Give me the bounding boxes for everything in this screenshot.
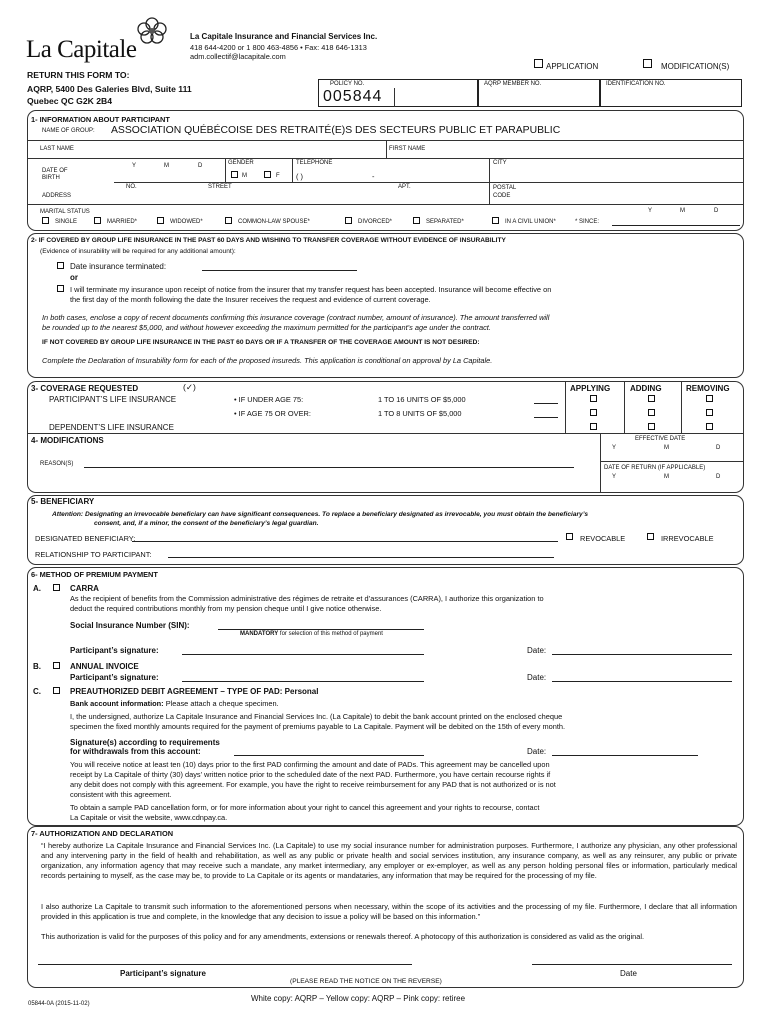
section-7-title: 7- AUTHORIZATION AND DECLARATION (31, 829, 174, 838)
authorization-paragraph-2: I also authorize La Capitale to transmit such information to the aforementioned persons when necessary, within the scope of its activities and the processing of my file. Furthermore, I declare that all information provided in this application is true and complete, in the knowledge that any decision to issue a policy will be based on this information.” (41, 902, 737, 921)
company-name: La Capitale Insurance and Financial Services Inc. (190, 32, 378, 41)
removing-dependent-checkbox[interactable] (706, 423, 713, 430)
will-terminate-text-2: the first day of the month following the date the Insurer receives the request and evidence of current coverage. (70, 295, 431, 304)
adding-under75-checkbox[interactable] (648, 395, 655, 402)
member-number-label: AQRP MEMBER NO. (484, 81, 542, 87)
policy-number-label: POLICY NO. (330, 81, 365, 87)
marital-status-label: MARITAL STATUS (40, 209, 90, 215)
widowed-label: WIDOWED* (170, 219, 203, 225)
gender-label: GENDER (228, 160, 254, 166)
participant-signature-label: Participant’s signature (120, 969, 206, 978)
pad-notice-3: any debit does not comply with this agreement. For example, you have the right to receive reimbursement for any PAD that is not authorized or is not (70, 780, 556, 789)
single-checkbox[interactable] (42, 217, 49, 224)
applying-under75-checkbox[interactable] (590, 395, 597, 402)
attention-text-1: Attention: Designating an irrevocable beneficiary can have significant consequences. To replace a beneficiary designated as irrevocable, you must obtain the beneficiary’s (52, 511, 589, 518)
address-apt-label: APT. (398, 184, 411, 190)
pad-signature-field[interactable] (234, 755, 424, 756)
telephone-label: TELEPHONE (296, 160, 333, 166)
annual-invoice-title: ANNUAL INVOICE (70, 662, 139, 671)
bank-info-bold: Bank account information: (70, 699, 164, 708)
under-75-label: • IF UNDER AGE 75: (234, 395, 304, 404)
effective-d: D (716, 445, 721, 451)
adding-over75-checkbox[interactable] (648, 409, 655, 416)
pad-signatures-label-2: for withdrawals from this account: (70, 747, 201, 756)
dob-label-1: DATE OF (42, 168, 68, 174)
common-law-checkbox[interactable] (225, 217, 232, 224)
pad-sample-2: La Capitale or visit the website, www.cdnpay.ca. (70, 813, 228, 822)
carra-date-field[interactable] (552, 654, 732, 655)
postal-label-2: CODE (493, 193, 511, 199)
relationship-label: RELATIONSHIP TO PARTICIPANT: (35, 550, 152, 559)
reasons-field[interactable] (84, 467, 574, 468)
civil-union-label: IN A CIVIL UNION* (505, 219, 556, 225)
company-email: adm.collectif@lacapitale.com (190, 52, 286, 61)
will-terminate-text-1: I will terminate my insurance upon receipt of notice from the insurer that my transfer request has been accepted. Insurance will become effective on (70, 285, 552, 294)
complete-declaration-text: Complete the Declaration of Insurability form for each of the proposed insureds. This application is conditional on approval by La Capitale. (42, 356, 493, 365)
since-field[interactable] (612, 225, 740, 226)
bank-info (70, 699, 279, 708)
annual-date-label: Date: (527, 673, 547, 682)
option-c-letter: C. (33, 687, 41, 696)
common-law-label: COMMON-LAW SPOUSE* (238, 219, 310, 225)
since-y: Y (648, 208, 653, 214)
policy-number-value: 005844 (323, 88, 383, 105)
application-label: APPLICATION (546, 62, 599, 71)
designated-field[interactable] (132, 541, 558, 542)
dob-y: Y (132, 163, 137, 169)
bank-info-rest: Please attach a cheque specimen. (165, 699, 279, 708)
or-label: or (70, 273, 78, 282)
logo-flower-icon (134, 16, 170, 46)
city-label: CITY (493, 160, 507, 166)
pad-notice-2: receipt by La Capitale of thirty (30) days’ written notice prior to the scheduled date of the next PAD. Furthermore, you have certain recourse rights if (70, 770, 551, 779)
mandatory-rest: for selection of this method of payment (279, 631, 383, 637)
participant-signature-field[interactable] (38, 964, 412, 965)
dependent-life-label: DEPENDENT’S LIFE INSURANCE (49, 423, 174, 432)
units-over-75-field[interactable] (534, 417, 558, 418)
applying-over75-checkbox[interactable] (590, 409, 597, 416)
gender-f-checkbox[interactable] (264, 171, 271, 178)
revocable-label: REVOCABLE (580, 534, 626, 543)
units-under-75: 1 TO 16 UNITS OF $5,000 (378, 395, 466, 404)
option-a-letter: A. (33, 584, 41, 593)
carra-signature-label: Participant’s signature: (70, 646, 159, 655)
carra-checkbox[interactable] (53, 584, 60, 591)
pad-notice-4: consistent with this agreement. (70, 790, 172, 799)
separated-label: SEPARATED* (426, 219, 464, 225)
telephone-dash: - (372, 172, 375, 181)
declaration-date-field[interactable] (532, 964, 732, 965)
address-no-label: NO. (126, 184, 137, 190)
carra-text-1: As the recipient of benefits from the Commission administrative des régimes de retraite et d’assurances (CARRA), I authorize this organization to (70, 594, 544, 603)
last-name-label: LAST NAME (40, 146, 74, 152)
reasons-label: REASON(S) (40, 461, 74, 467)
participant-life-label: PARTICIPANT’S LIFE INSURANCE (49, 395, 177, 404)
since-m: M (680, 208, 685, 214)
relationship-field[interactable] (168, 557, 554, 558)
effective-date-label: EFFECTIVE DATE (635, 436, 686, 442)
widowed-checkbox[interactable] (157, 217, 164, 224)
section-6-title: 6- METHOD OF PREMIUM PAYMENT (31, 570, 158, 579)
carra-title: CARRA (70, 584, 99, 593)
pad-checkbox[interactable] (53, 687, 60, 694)
revocable-checkbox[interactable] (566, 533, 573, 540)
return-d: D (716, 474, 721, 480)
return-address-1: AQRP, 5400 Des Galeries Blvd, Suite 111 (27, 84, 192, 94)
divorced-label: DIVORCED* (358, 219, 393, 225)
pad-authorize-1: I, the undersigned, authorize La Capitale Insurance and Financial Services Inc. (La Capitale) to debit the bank account printed on the enclosed cheque (70, 712, 563, 721)
return-address-2: Quebec QC G2K 2B4 (27, 96, 113, 106)
annual-invoice-checkbox[interactable] (53, 662, 60, 669)
civil-union-checkbox[interactable] (492, 217, 499, 224)
divorced-checkbox[interactable] (345, 217, 352, 224)
section-3-title: 3- COVERAGE REQUESTED (31, 384, 139, 393)
both-cases-text-1: In both cases, enclose a copy of recent documents confirming this insurance coverage (contract number, amount of insurance). The amount transferred will (42, 313, 550, 322)
pad-sample-1: To obtain a sample PAD cancellation form, or for more information about your right to cancel this agreement and your rights to recourse, contact (70, 803, 540, 812)
both-cases-text-2: be rounded up to the nearest $5,000, and without however exceeding the maximum permitted for the participant’s age under the contract. (42, 323, 491, 332)
carra-date-label: Date: (527, 646, 547, 655)
removing-under75-checkbox[interactable] (706, 395, 713, 402)
section-2-title: 2- IF COVERED BY GROUP LIFE INSURANCE IN THE PAST 60 DAYS AND WISHING TO TRANSFER COVERAGE WITHOUT EVIDENCE OF INSURABILITY (31, 237, 506, 244)
over-75-label: • IF AGE 75 OR OVER: (234, 409, 311, 418)
section-4-title: 4- MODIFICATIONS (31, 436, 104, 445)
modification-label: MODIFICATION(S) (661, 62, 730, 71)
carra-signature-field[interactable] (182, 654, 424, 655)
address-street-label: STREET (208, 184, 232, 190)
pad-date-field[interactable] (552, 755, 698, 756)
authorization-paragraph-1: “I hereby authorize La Capitale Insurance and Financial Services Inc. (La Capitale) to use my social insurance number for administration purposes. Furthermore, I authorize any physician, any other professional and any intervening party in the field of health and rehabilitation, as well as any public or private health and social services institution, any insurance company, as well as any reinsurer, any public or private organization, any information agency that may receive such a mandate, any market intermediary, any employer or ex-employer, as well as any person holding personal files or information, particularly medical records pertaining to myself, as the case may be, to provide to La Capitale or its agents or mandataries, any information that may be required for the processing of my file. (41, 841, 737, 880)
designated-label: DESIGNATED BENEFICIARY: (35, 534, 136, 543)
units-over-75: 1 TO 8 UNITS OF $5,000 (378, 409, 462, 418)
since-d: D (714, 208, 719, 214)
postal-label-1: POSTAL (493, 185, 517, 191)
section-5-title: 5- BENEFICIARY (31, 497, 95, 506)
section-3-check-icon: (✓) (183, 382, 196, 392)
annual-signature-label: Participant’s signature: (70, 673, 159, 682)
address-label: ADDRESS (42, 193, 72, 199)
since-label: * SINCE: (575, 219, 600, 225)
mandatory-bold: MANDATORY (240, 631, 279, 637)
sin-label: Social Insurance Number (SIN): (70, 621, 190, 630)
identification-number-label: IDENTIFICATION NO. (606, 81, 666, 87)
pad-title: PREAUTHORIZED DEBIT AGREEMENT – TYPE OF PAD: Personal (70, 687, 319, 696)
declaration-date-label: Date (620, 969, 637, 978)
terminated-checkbox[interactable] (57, 262, 64, 269)
gender-m-label: M (242, 173, 247, 179)
annual-date-field[interactable] (552, 681, 732, 682)
irrevocable-label: IRREVOCABLE (661, 534, 714, 543)
will-terminate-checkbox[interactable] (57, 285, 64, 292)
form-code: 05844-0A (2015-11-02) (28, 1001, 90, 1007)
irrevocable-checkbox[interactable] (647, 533, 654, 540)
sin-field[interactable] (218, 629, 424, 630)
company-phone: 418 644-4200 or 1 800 463-4856 • Fax: 418 646-1313 (190, 43, 367, 52)
pad-notice-1: You will receive notice at least ten (10) days prior to the first PAD confirming the amount and date of PADs. This agreement may be cancelled upon (70, 760, 550, 769)
section-1-title: 1- INFORMATION ABOUT PARTICIPANT (31, 115, 170, 124)
section-2-subtitle: (Evidence of insurability will be required for any additional amount): (40, 248, 236, 255)
logo-text: La Capitale (26, 36, 137, 63)
option-b-letter: B. (33, 662, 41, 671)
single-label: SINGLE (55, 219, 78, 225)
applying-dependent-checkbox[interactable] (590, 423, 597, 430)
return-date-label: DATE OF RETURN (IF APPLICABLE) (604, 465, 706, 471)
married-checkbox[interactable] (94, 217, 101, 224)
adding-header: ADDING (630, 384, 662, 393)
pad-authorize-2: specimen the fixed monthly amounts required for the payment of premiums payable to La Capitale. Payment will be debited on the 15th of every month. (70, 722, 566, 731)
pad-signatures-label-1: Signature(s) according to requirements (70, 738, 220, 747)
terminated-label: Date insurance terminated: (70, 262, 167, 271)
separated-checkbox[interactable] (413, 217, 420, 224)
removing-over75-checkbox[interactable] (706, 409, 713, 416)
mandatory-note (240, 631, 383, 637)
application-checkbox[interactable] (534, 59, 543, 68)
removing-header: REMOVING (686, 384, 730, 393)
adding-dependent-checkbox[interactable] (648, 423, 655, 430)
modification-checkbox[interactable] (643, 59, 652, 68)
effective-m: M (664, 445, 669, 451)
read-notice-text: (PLEASE READ THE NOTICE ON THE REVERSE) (290, 978, 442, 985)
return-y: Y (612, 474, 617, 480)
married-label: MARRIED* (107, 219, 138, 225)
telephone-paren: ( ) (296, 172, 303, 181)
return-title: RETURN THIS FORM TO: (27, 70, 130, 80)
group-value: ASSOCIATION QUÉBÉCOISE DES RETRAITÉ(E)S DES SECTEURS PUBLIC ET PARAPUBLIC (111, 125, 561, 136)
applying-header: APPLYING (570, 384, 611, 393)
authorization-paragraph-3: This authorization is valid for the purposes of this policy and for any amendments, extensions or renewals thereof. A photocopy of this authorization is considered as valid as the original. (41, 932, 645, 941)
carra-text-2: deduct the required contributions monthly from my pension cheque until I give notice otherwise. (70, 604, 382, 613)
attention-text-2: consent, and, if a minor, the consent of the beneficiary’s legal guardian. (94, 520, 319, 527)
gender-m-checkbox[interactable] (231, 171, 238, 178)
dob-label-2: BIRTH (42, 175, 60, 181)
dob-m: M (164, 163, 169, 169)
not-covered-text: IF NOT COVERED BY GROUP LIFE INSURANCE IN THE PAST 60 DAYS OR IF A TRANSFER OF THE COVERAGE AMOUNT IS NOT DESIRED: (42, 339, 480, 346)
terminated-date-field[interactable] (202, 270, 357, 271)
gender-f-label: F (276, 173, 280, 179)
dob-d: D (198, 163, 203, 169)
annual-signature-field[interactable] (182, 681, 424, 682)
first-name-label: FIRST NAME (389, 146, 426, 152)
copies-note: White copy: AQRP – Yellow copy: AQRP – Pink copy: retiree (251, 994, 466, 1003)
group-label: NAME OF GROUP: (42, 128, 95, 134)
units-under-75-field[interactable] (534, 403, 558, 404)
effective-y: Y (612, 445, 617, 451)
pad-date-label: Date: (527, 747, 547, 756)
return-m: M (664, 474, 669, 480)
